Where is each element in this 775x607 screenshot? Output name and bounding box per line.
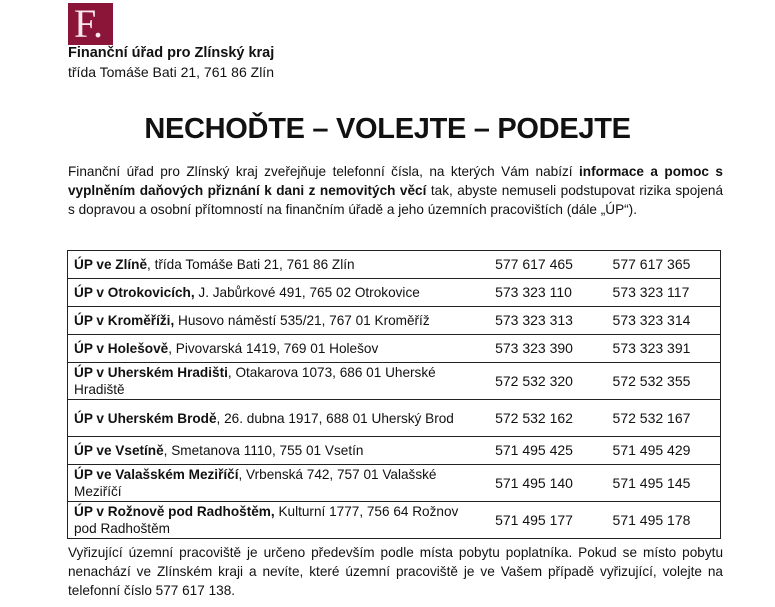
office-row-address: Husovo náměstí 535/21, 767 01 Kroměříž (174, 313, 430, 328)
financni-urad-logo (68, 3, 113, 45)
office-row-name: ÚP v Kroměříži, (74, 313, 175, 328)
office-phone-1: 577 617 465 (485, 251, 602, 279)
office-phone-2: 572 532 355 (603, 363, 721, 400)
office-row-address: Kulturní 1777, 756 64 Rožnov pod Radhoštěm (74, 504, 459, 536)
office-address-cell (68, 279, 486, 307)
office-address-cell (68, 251, 486, 279)
office-phone-1: 573 323 390 (485, 335, 602, 363)
footer-paragraph: Vyřizující územní pracoviště je určeno především podle místa pobytu poplatníka. Pokud se místo pobytu nenachází ve Zlínském kraji a nevíte, které územní pracoviště je ve Vašem případě vyřizující, volejte na telefonní číslo 577 617 138. (68, 545, 723, 598)
office-phone-2: 573 323 314 (603, 307, 721, 335)
office-phone-1: 572 532 320 (485, 363, 602, 400)
office-row (68, 363, 721, 400)
intro-bold-text: informace a pomoc s vyplněním daňových přiznání k dani z nemovitých věcí (68, 164, 723, 198)
office-row-name: ÚP v Holešově (74, 341, 169, 356)
office-address-cell (68, 307, 486, 335)
office-row-name: ÚP ve Zlíně (74, 257, 148, 272)
offices-table (67, 250, 721, 539)
intro-text-1: Finanční úřad pro Zlínský kraj zveřejňuje telefonní čísla, na kterých Vám nabízí (68, 164, 580, 179)
office-row (68, 400, 721, 437)
office-row (68, 307, 721, 335)
office-row-address: , Smetanova 1110, 755 01 Vsetín (163, 443, 364, 458)
office-address: třída Tomáše Bati 21, 761 86 Zlín (68, 64, 274, 80)
office-address-cell (68, 400, 486, 437)
office-row-name: ÚP ve Vsetíně (74, 443, 164, 458)
office-phone-1: 572 532 162 (485, 400, 602, 437)
office-address-cell (68, 465, 486, 502)
office-phone-2: 573 323 391 (603, 335, 721, 363)
office-name: Finanční úřad pro Zlínský kraj (68, 45, 275, 61)
office-row (68, 465, 721, 502)
office-row-address: J. Jabůrkové 491, 765 02 Otrokovice (194, 285, 420, 300)
logo-letter: F. (74, 1, 104, 46)
office-row (68, 335, 721, 363)
office-phone-2: 571 495 145 (603, 465, 721, 502)
office-row-address: , třída Tomáše Bati 21, 761 86 Zlín (147, 257, 355, 272)
office-row (68, 437, 721, 465)
office-row (68, 502, 721, 539)
office-phone-2: 577 617 365 (603, 251, 721, 279)
office-phone-2: 572 532 167 (603, 400, 721, 437)
office-phone-1: 571 495 425 (485, 437, 602, 465)
office-phone-1: 571 495 140 (485, 465, 602, 502)
page-title: NECHOĎTE – VOLEJTE – PODEJTE (144, 113, 631, 145)
office-row-name: ÚP v Uherském Brodě (74, 410, 217, 426)
office-row-address: , Vrbenská 742, 757 01 Valašské Meziříčí (74, 467, 437, 499)
office-address-cell (68, 335, 486, 363)
office-address-cell (68, 437, 486, 465)
office-phone-1: 573 323 110 (485, 279, 602, 307)
office-row (68, 251, 721, 279)
office-row-address: , Otakarova 1073, 686 01 Uherské Hradiště (74, 365, 436, 397)
office-phone-2: 571 495 178 (603, 502, 721, 539)
office-address-cell (68, 363, 486, 400)
office-row-name: ÚP v Otrokovicích, (74, 285, 195, 300)
office-phone-1: 573 323 313 (485, 307, 602, 335)
office-row (68, 279, 721, 307)
intro-text-2: tak, abyste nemuseli podstupovat rizika spojená s dopravou a osobní přítomností na finančním úřadě a jeho územních pracovištích (dále „ÚP“). (68, 183, 723, 217)
office-address-cell (68, 502, 486, 539)
office-row-name: ÚP ve Valašském Meziříčí (74, 467, 239, 482)
office-phone-2: 571 495 429 (603, 437, 721, 465)
office-row-address: , 26. dubna 1917, 688 01 Uherský Brod (216, 410, 454, 426)
office-row-address: , Pivovarská 1419, 769 01 Holešov (168, 341, 379, 356)
office-phone-1: 571 495 177 (485, 502, 602, 539)
intro-paragraph (68, 162, 723, 219)
office-phone-2: 573 323 117 (603, 279, 721, 307)
office-row-name: ÚP v Rožnově pod Radhoštěm, (74, 504, 275, 519)
office-row-name: ÚP v Uherském Hradišti (74, 365, 228, 380)
